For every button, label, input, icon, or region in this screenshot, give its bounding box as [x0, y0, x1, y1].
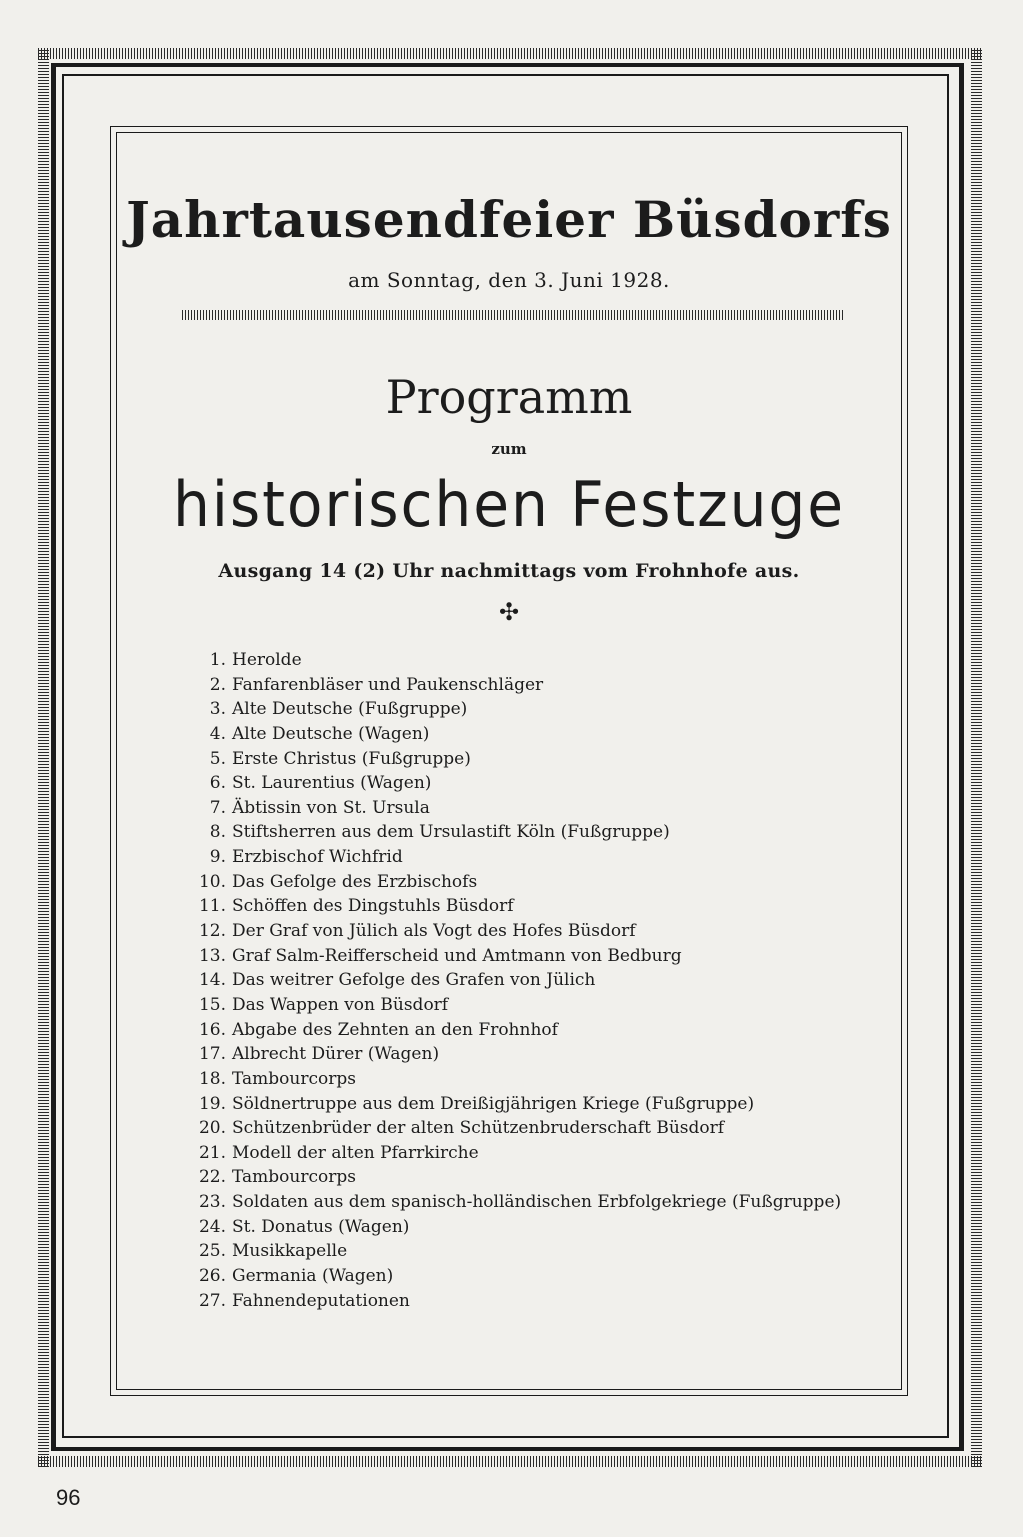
list-item-number: 5. — [209, 748, 226, 769]
heading-connector: zum — [491, 440, 527, 458]
list-item-number: 27. — [198, 1290, 226, 1311]
list-item-label: St. Laurentius (Wagen) — [232, 773, 432, 794]
outer-hatch-right — [971, 48, 982, 1467]
list-item — [190, 771, 841, 796]
list-item-number: 11. — [198, 896, 226, 917]
ornament-icon: ✣ — [498, 598, 520, 626]
list-item-number: 23. — [198, 1192, 226, 1213]
list-item-label: Alte Deutsche (Fußgruppe) — [232, 699, 468, 720]
list-item-label: Tambourcorps — [232, 1167, 356, 1188]
list-item-number: 25. — [198, 1241, 226, 1262]
main-heading: historischen Festzuge — [172, 468, 846, 541]
list-item — [190, 796, 841, 821]
list-item-number: 17. — [198, 1044, 226, 1065]
list-item — [190, 1042, 841, 1067]
list-item — [190, 1067, 841, 1092]
list-item — [190, 993, 841, 1018]
list-item — [190, 673, 841, 698]
list-item-label: Das Gefolge des Erzbischofs — [232, 871, 478, 892]
list-item — [190, 1215, 841, 1240]
list-item-label: Fanfarenbläser und Paukenschläger — [232, 674, 544, 695]
list-item — [190, 1141, 841, 1166]
list-item-number: 3. — [209, 699, 226, 720]
list-item-number: 20. — [198, 1118, 226, 1139]
list-item-label: Modell der alten Pfarrkirche — [232, 1142, 479, 1163]
list-item-number: 24. — [198, 1216, 226, 1237]
list-item-label: Germania (Wagen) — [232, 1266, 394, 1287]
departure-info: Ausgang 14 (2) Uhr nachmittags vom Frohnhofe aus. — [218, 560, 800, 582]
list-item-label: Albrecht Dürer (Wagen) — [232, 1044, 440, 1065]
list-item-number: 13. — [198, 945, 226, 966]
list-item — [190, 1289, 841, 1314]
list-item-number: 4. — [209, 723, 226, 744]
outer-hatch-left — [38, 48, 49, 1467]
list-item-label: Fahnendeputationen — [232, 1290, 410, 1311]
list-item — [190, 1190, 841, 1215]
list-item-number: 14. — [198, 970, 226, 991]
list-item-number: 1. — [209, 650, 226, 670]
list-item — [190, 1116, 841, 1141]
list-item — [190, 944, 841, 969]
page-number: 96 — [56, 1485, 81, 1510]
list-item-number: 26. — [198, 1266, 226, 1287]
list-item-label: Musikkapelle — [232, 1241, 348, 1262]
list-item-number: 19. — [198, 1093, 226, 1114]
list-item-label: Schützenbrüder der alten Schützenbruderschaft Büsdorf — [232, 1118, 725, 1139]
list-item — [190, 894, 841, 919]
list-item-number: 6. — [209, 773, 226, 794]
list-item-number: 12. — [198, 921, 226, 942]
list-item-label: Soldaten aus dem spanisch-holländischen Erbfolgekriege (Fußgruppe) — [232, 1192, 842, 1213]
list-item-number: 21. — [198, 1142, 226, 1163]
list-item — [190, 697, 841, 722]
list-item — [190, 1264, 841, 1289]
list-item — [190, 845, 841, 870]
list-item-label: Schöffen des Dingstuhls Büsdorf — [232, 896, 514, 917]
list-item-label: Graf Salm-Reifferscheid und Amtmann von Bedburg — [232, 945, 682, 966]
list-item — [190, 870, 841, 895]
list-item-number: 16. — [198, 1019, 226, 1040]
list-item-label: Abgabe des Zehnten an den Frohnhof — [232, 1019, 558, 1040]
list-item-label: Erzbischof Wichfrid — [232, 847, 403, 868]
outer-hatch-top — [38, 48, 982, 59]
list-item-number: 18. — [198, 1068, 226, 1089]
list-item — [190, 722, 841, 747]
list-item-number: 8. — [209, 822, 226, 843]
list-item-label: Söldnertruppe aus dem Dreißigjährigen Kriege (Fußgruppe) — [232, 1093, 755, 1114]
list-item-label: Alte Deutsche (Wagen) — [232, 723, 430, 744]
list-item — [190, 1092, 841, 1117]
list-item-label: Der Graf von Jülich als Vogt des Hofes Büsdorf — [232, 921, 636, 942]
document-title: Jahrtausendfeier Büsdorfs — [126, 190, 892, 249]
list-item — [190, 1018, 841, 1043]
list-item — [190, 820, 841, 845]
list-item — [190, 919, 841, 944]
list-item-number: 15. — [198, 994, 226, 1015]
list-item — [190, 968, 841, 993]
list-item — [190, 1165, 841, 1190]
list-item-number: 10. — [198, 871, 226, 892]
list-item-label: Tambourcorps — [232, 1068, 356, 1089]
list-item-label: Herolde — [232, 650, 302, 670]
list-item — [190, 1239, 841, 1264]
list-item-label: Stiftsherren aus dem Ursulastift Köln (Fußgruppe) — [232, 822, 670, 843]
hatched-divider — [182, 310, 844, 320]
date-line: am Sonntag, den 3. Juni 1928. — [348, 268, 670, 292]
list-item-number: 22. — [198, 1167, 226, 1188]
list-item — [190, 747, 841, 772]
list-item-label: Äbtissin von St. Ursula — [232, 797, 430, 818]
list-item-label: Das weitrer Gefolge des Grafen von Jülich — [232, 970, 596, 991]
program-heading: Programm — [385, 370, 633, 424]
list-item-label: Das Wappen von Büsdorf — [232, 994, 449, 1015]
program-list — [190, 648, 841, 1313]
list-item — [190, 648, 841, 673]
list-item-number: 9. — [209, 847, 226, 868]
list-item-number: 2. — [209, 674, 226, 695]
list-item-number: 7. — [209, 797, 226, 818]
outer-hatch-bottom — [38, 1456, 982, 1467]
list-item-label: St. Donatus (Wagen) — [232, 1216, 410, 1237]
list-item-label: Erste Christus (Fußgruppe) — [232, 748, 471, 769]
